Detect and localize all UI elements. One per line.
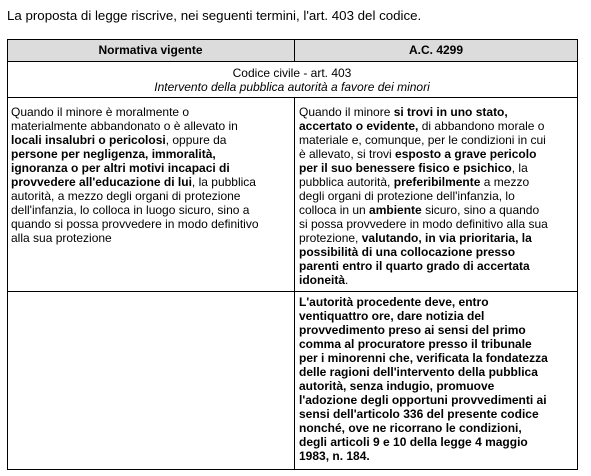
text-line bbox=[299, 217, 548, 231]
bold-text-run: esposto a grave pericolo bbox=[395, 147, 537, 161]
bold-text-run: valutando, in via prioritaria, la bbox=[361, 231, 532, 245]
section-subtitle: Intervento della pubblica autorità a favore dei minori bbox=[154, 80, 430, 94]
text-line bbox=[299, 133, 548, 147]
bold-text-run: ignoranza o per altri motivi incapaci di bbox=[11, 161, 230, 175]
text-line bbox=[299, 231, 548, 245]
text-line bbox=[299, 323, 548, 337]
bold-text-run: ambiente bbox=[369, 203, 422, 217]
bold-text-run: preferibilmente bbox=[393, 175, 481, 189]
text-run: quando si possa provvedere in modo definitivo bbox=[11, 217, 259, 231]
right-cell-text-1 bbox=[299, 105, 548, 287]
text-line bbox=[11, 133, 259, 147]
text-line bbox=[299, 365, 548, 379]
text-line bbox=[11, 147, 259, 161]
text-line bbox=[11, 175, 259, 189]
text-line bbox=[299, 175, 548, 189]
header-normativa-vigente: Normativa vigente bbox=[98, 43, 203, 57]
text-line bbox=[299, 273, 548, 287]
bold-text-run: provvedere all'educazione di lui bbox=[11, 175, 192, 189]
text-line bbox=[11, 189, 259, 203]
border-top bbox=[7, 39, 578, 40]
text-line bbox=[299, 421, 548, 435]
border-right bbox=[577, 39, 578, 470]
header-ac-4299: A.C. 4299 bbox=[408, 43, 464, 57]
bold-text-run: per i minorenni che, verificata la fondatezza bbox=[299, 351, 548, 365]
bold-text-run: 1983, n. 184. bbox=[299, 449, 370, 463]
bold-text-run: degli articoli 9 e 10 della legge 4 maggio bbox=[299, 435, 528, 449]
bold-text-run: possibilità di una collocazione presso bbox=[299, 245, 516, 259]
border-left bbox=[7, 39, 8, 470]
text-line bbox=[299, 449, 548, 463]
text-line bbox=[299, 393, 548, 407]
bold-text-run: idoneità bbox=[299, 273, 346, 287]
text-line bbox=[299, 351, 548, 365]
text-line bbox=[299, 245, 548, 259]
bold-text-run: comma al procuratore presso il tribunale bbox=[299, 337, 532, 351]
text-line bbox=[299, 203, 548, 217]
text-line bbox=[299, 295, 548, 309]
text-line bbox=[299, 309, 548, 323]
text-run: si possa provvedere in modo definitivo alla sua bbox=[299, 217, 548, 231]
border-header-middle bbox=[294, 39, 295, 62]
text-run: , la pubblica bbox=[191, 175, 256, 189]
text-line bbox=[299, 259, 548, 273]
text-run: a mezzo bbox=[480, 175, 530, 189]
bold-text-run: l'adozione degli opportuni provvedimenti ai bbox=[299, 393, 547, 407]
bold-text-run: nonché, ove ne ricorrano le condizioni, bbox=[299, 421, 522, 435]
left-cell-text bbox=[11, 105, 259, 245]
border-row-1-bottom bbox=[7, 291, 578, 292]
text-run: protezione, bbox=[299, 231, 362, 245]
text-run: materiale e, comunque, per le condizioni in cui bbox=[299, 133, 546, 147]
text-line bbox=[299, 337, 548, 351]
bold-text-run: delle ragioni dell'intervento della pubblica bbox=[299, 365, 538, 379]
bold-text-run: per il suo benessere fisico e psichico bbox=[299, 161, 512, 175]
text-run: pubblica autorità, bbox=[299, 175, 394, 189]
text-line bbox=[11, 105, 259, 119]
text-line bbox=[11, 231, 259, 245]
text-run: autorità, a mezzo degli organi di protezione bbox=[11, 189, 241, 203]
bold-text-run: autorità, senza indugio, promuove bbox=[299, 379, 495, 393]
intro-text: La proposta di legge riscrive, nei seguenti termini, l'art. 403 del codice. bbox=[7, 8, 422, 23]
bold-text-run: provvedimento preso ai sensi del primo bbox=[299, 323, 526, 337]
text-line bbox=[11, 217, 259, 231]
text-run: Quando il minore è moralmente o bbox=[11, 105, 190, 119]
section-title: Codice civile - art. 403 bbox=[232, 66, 352, 80]
bold-text-run: ventiquattro ore, dare notizia del bbox=[299, 309, 485, 323]
bold-text-run: persone per negligenza, immoralità, bbox=[11, 147, 216, 161]
text-run: materialmente abbandonato o è allevato in bbox=[11, 119, 238, 133]
text-line bbox=[299, 105, 548, 119]
text-run: di abbandono morale o bbox=[418, 119, 545, 133]
bold-text-run: L'autorità procedente deve, entro bbox=[299, 295, 489, 309]
text-line bbox=[299, 379, 548, 393]
text-run: alla sua protezione bbox=[11, 231, 112, 245]
border-body-middle bbox=[294, 97, 295, 470]
border-bottom bbox=[7, 469, 578, 470]
text-run: dell'infanzia, lo colloca in luogo sicuro, sino a bbox=[11, 203, 250, 217]
text-run: è allevato, si trovi bbox=[299, 147, 396, 161]
bold-text-run: parenti entro il quarto grado di accertata bbox=[299, 259, 530, 273]
text-line bbox=[299, 119, 548, 133]
text-line bbox=[11, 161, 259, 175]
text-line bbox=[11, 203, 259, 217]
text-run: , oppure da bbox=[165, 133, 227, 147]
bold-text-run: locali insalubri o pericolosi bbox=[11, 133, 166, 147]
text-run: Quando il minore bbox=[299, 105, 394, 119]
text-run: . bbox=[345, 273, 349, 287]
bold-text-run: si trovi in uno stato, bbox=[393, 105, 508, 119]
border-section-bottom bbox=[7, 97, 578, 98]
border-header-bottom bbox=[7, 61, 578, 62]
text-line bbox=[299, 161, 548, 175]
text-line bbox=[11, 119, 259, 133]
right-cell-text-2 bbox=[299, 295, 548, 463]
bold-text-run: accertato o evidente, bbox=[299, 119, 419, 133]
bold-text-run: sensi dell'articolo 336 del presente codice bbox=[299, 407, 539, 421]
text-line bbox=[299, 407, 548, 421]
text-run: , la bbox=[511, 161, 528, 175]
text-run: sicuro, sino a quando bbox=[421, 203, 540, 217]
text-line bbox=[299, 435, 548, 449]
text-run: colloca in un bbox=[299, 203, 370, 217]
text-line bbox=[299, 189, 548, 203]
text-run: degli organi di protezione dell'infanzia, lo bbox=[299, 189, 515, 203]
text-line bbox=[299, 147, 548, 161]
